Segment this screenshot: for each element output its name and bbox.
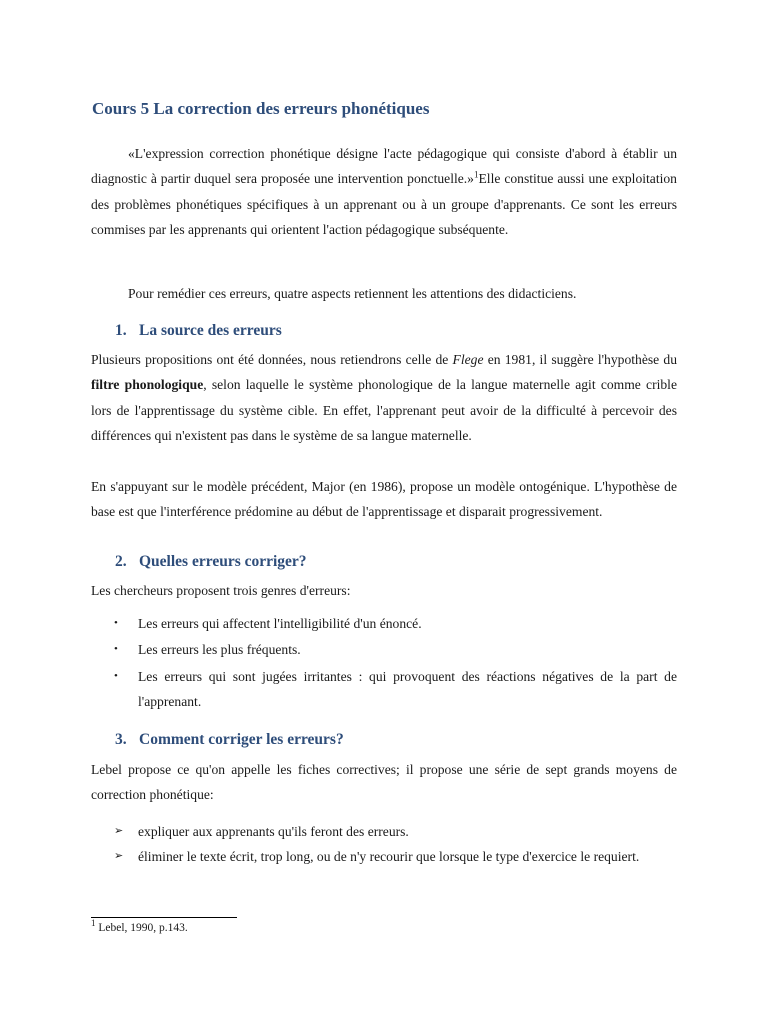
section-2-heading: [115, 553, 307, 571]
section-1-text-b: en 1981, il suggère l'hypothèse du: [483, 352, 677, 367]
section-1-paragraph-2: En s'appuyant sur le modèle précédent, Major (en 1986), propose un modèle ontogénique. L'hypothèse de base est que l'interférence prédomine au début de l'apprentissage et disparait progressivement.: [91, 479, 677, 520]
bullet-icon: •: [114, 643, 118, 656]
section-1-heading: [115, 322, 282, 340]
bullet-icon: •: [114, 669, 118, 682]
remedy-paragraph: Pour remédier ces erreurs, quatre aspects retiennent les attentions des didacticiens.: [128, 286, 577, 301]
list-item: [91, 611, 677, 636]
list-item: [91, 664, 677, 715]
section-3-heading: [115, 731, 344, 749]
list-item-text: Les erreurs qui sont jugées irritantes : qui provoquent des réactions négatives de la part de l'apprenant.: [138, 668, 677, 710]
page-title: Cours 5 La correction des erreurs phonétiques: [92, 99, 430, 118]
section-1-title: La source des erreurs: [139, 322, 282, 339]
list-item-text: expliquer aux apprenants qu'ils feront des erreurs.: [138, 824, 409, 839]
term-filtre-phonologique: filtre phonologique: [91, 377, 204, 393]
section-2-title: Quelles erreurs corriger?: [139, 553, 307, 570]
error-types-list: [91, 611, 677, 715]
intro-quote: «L'expression correction phonétique désigne l'acte pédagogique qui consiste d'abord à établir un diagnostic à partir duquel sera proposée une intervention ponctuelle.»: [91, 146, 677, 187]
footnote-mark: 1: [91, 918, 96, 929]
list-item: [91, 844, 677, 869]
section-2-number: 2.: [115, 553, 127, 570]
section-3-number: 3.: [115, 731, 127, 748]
footnote-reference[interactable]: 1: [473, 169, 479, 180]
section-1-paragraph-1: [91, 347, 677, 449]
arrow-icon: ➢: [114, 850, 124, 863]
author-name-flege: Flege: [452, 352, 484, 367]
footnote: [91, 918, 188, 934]
section-3-intro: Lebel propose ce qu'on appelle les fiches correctives; il propose une série de sept grands moyens de correction phonétique:: [91, 762, 677, 803]
intro-paragraph: [91, 141, 677, 243]
correction-means-list: [91, 819, 677, 870]
list-item-text: Les erreurs qui affectent l'intelligibilité d'un énoncé.: [138, 616, 422, 631]
arrow-icon: ➢: [114, 825, 124, 837]
intro-continuation: Elle constitue aussi une exploitation des problèmes phonétiques spécifiques à un apprenant ou à un groupe d'apprenants. Ce sont les erreurs commises par les apprenants qui orientent l'action pédagogique subséquente.: [91, 171, 677, 238]
footnote-separator: [91, 917, 237, 918]
section-1-text-c: , selon laquelle le système phonologique de la langue maternelle agit comme crible lors de l'apprentissage du système cible. En effet, l'apprenant peut avoir de la difficulté à percevoir des différences qui n'existent pas dans le système de sa langue maternelle.: [91, 377, 677, 444]
section-1-number: 1.: [115, 322, 127, 339]
section-1-text-a: Plusieurs propositions ont été données, nous retiendrons celle de: [91, 352, 453, 367]
section-3-title: Comment corriger les erreurs?: [139, 731, 344, 748]
bullet-icon: •: [114, 617, 118, 629]
list-item-text: éliminer le texte écrit, trop long, ou de n'y recourir que lorsque le type d'exercice le requiert.: [138, 849, 640, 865]
footnote-text: Lebel, 1990, p.143.: [95, 922, 188, 934]
list-item: [91, 637, 677, 662]
list-item-text: Les erreurs les plus fréquents.: [138, 642, 301, 658]
section-2-intro: Les chercheurs proposent trois genres d'erreurs:: [91, 583, 351, 598]
list-item: [91, 819, 677, 844]
